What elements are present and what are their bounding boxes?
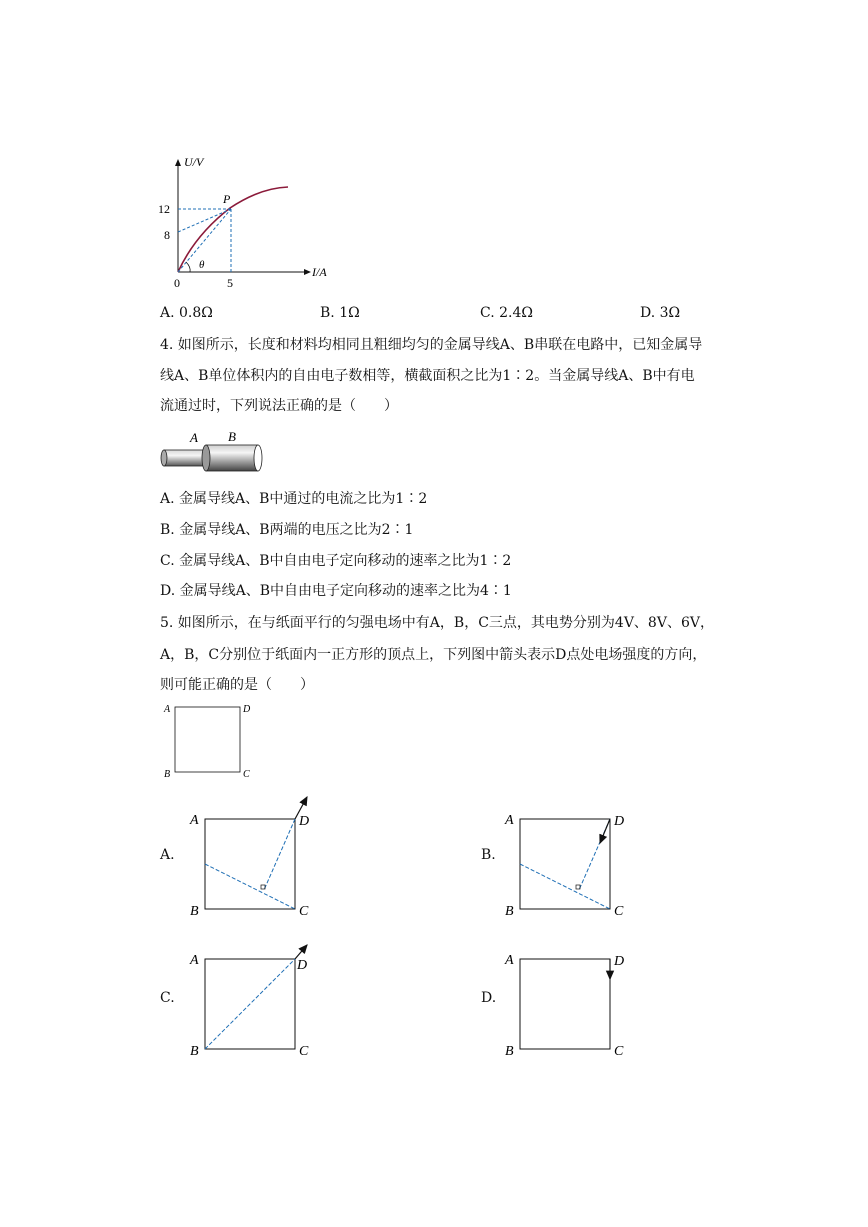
field-arrow	[295, 945, 307, 959]
q4-option-b[interactable]: B. 金属导线A、B两端的电压之比为2∶1	[160, 522, 414, 538]
q5-stem-line1: 5. 如图所示，在与纸面平行的匀强电场中有A，B，C三点，其电势分别为4V、8V、6V，	[160, 615, 714, 631]
q5-option-d-figure[interactable]	[500, 935, 640, 1060]
wire-b-left-end	[202, 445, 210, 471]
q4-option-d[interactable]: D. 金属导线A、B中自由电子定向移动的速率之比为4∶1	[160, 583, 512, 599]
wire-label-a: A	[190, 430, 198, 445]
square	[205, 819, 295, 909]
vertex-a: A	[505, 953, 514, 968]
q5-option-b-figure[interactable]	[500, 795, 640, 920]
vertex-a: A	[190, 813, 199, 828]
vertex-c: C	[299, 904, 309, 919]
q5-option-c-label[interactable]: C.	[160, 990, 175, 1006]
q5-option-c-figure[interactable]	[185, 935, 325, 1060]
ref-vertex-a: A	[164, 704, 171, 715]
vertex-c: C	[614, 904, 624, 919]
q5-option-a-figure[interactable]	[185, 795, 325, 920]
dashed-line-bc	[520, 864, 610, 909]
vertex-d: D	[297, 958, 308, 973]
u-i-graph	[150, 150, 350, 290]
square	[520, 819, 610, 909]
q5-stem-line2: A，B，C分别位于纸面内一正方形的顶点上，下列图中箭头表示D点处电场强度的方向，	[160, 647, 707, 663]
vertex-d: D	[614, 814, 625, 829]
ref-vertex-d: D	[243, 704, 251, 715]
ref-vertex-c: C	[243, 769, 250, 780]
x-axis-label: I/A	[312, 265, 327, 279]
wire-figure	[158, 428, 268, 478]
field-arrow	[600, 819, 610, 843]
angle-theta-label: θ	[199, 259, 205, 271]
point-p-label: P	[223, 192, 231, 206]
u-i-curve	[178, 187, 288, 272]
y-tick-8: 8	[164, 228, 170, 242]
vertex-d: D	[614, 954, 625, 969]
vertex-c: C	[299, 1044, 309, 1059]
tangent-line	[178, 209, 231, 232]
wire-a-end	[161, 450, 167, 466]
q4-stem-line1: 4. 如图所示，长度和材料均相同且粗细均匀的金属导线A、B串联在电路中，已知金属导	[160, 337, 703, 353]
wire-label-b: B	[228, 429, 236, 444]
x-tick-5: 5	[227, 276, 233, 290]
origin-label: 0	[174, 276, 180, 290]
perpendicular-dashed	[264, 819, 295, 890]
vertex-d: D	[299, 814, 310, 829]
ref-vertex-b: B	[164, 769, 171, 780]
y-axis-label: U/V	[184, 155, 204, 169]
q4-stem-line2: 线A、B单位体积内的自由电子数相等，横截面积之比为1∶2。当金属导线A、B中有电	[160, 368, 695, 384]
reference-square-figure	[158, 700, 258, 782]
angle-arc	[186, 262, 190, 272]
wire-b	[206, 445, 258, 471]
vertex-b: B	[505, 1044, 514, 1059]
reference-square	[175, 707, 240, 772]
vertex-a: A	[190, 953, 199, 968]
dashed-diagonal-bd	[205, 959, 295, 1049]
square	[520, 959, 610, 1049]
q4-option-a[interactable]: A. 金属导线A、B中通过的电流之比为1∶2	[160, 491, 428, 507]
vertex-b: B	[505, 904, 514, 919]
wire-b-right-end	[254, 445, 262, 471]
q3-option-a[interactable]: A. 0.8Ω	[160, 305, 213, 321]
q5-option-a-label[interactable]: A.	[160, 847, 175, 863]
dashed-line-bc	[205, 864, 295, 909]
vertex-a: A	[505, 813, 514, 828]
q4-stem-line3: 流通过时，下列说法正确的是（ ）	[160, 398, 398, 414]
q5-stem-line3: 则可能正确的是（ ）	[160, 677, 314, 693]
q5-option-b-label[interactable]: B.	[481, 847, 496, 863]
wire-a	[164, 450, 208, 466]
q5-option-d-label[interactable]: D.	[481, 990, 497, 1006]
q4-option-c[interactable]: C. 金属导线A、B中自由电子定向移动的速率之比为1∶2	[160, 553, 512, 569]
q3-option-b[interactable]: B. 1Ω	[320, 305, 360, 321]
y-tick-12: 12	[158, 202, 170, 216]
q3-option-c[interactable]: C. 2.4Ω	[480, 305, 533, 321]
q3-option-d[interactable]: D. 3Ω	[640, 305, 681, 321]
chord-line	[178, 209, 231, 272]
vertex-b: B	[190, 904, 199, 919]
vertex-c: C	[614, 1044, 624, 1059]
vertex-b: B	[190, 1044, 199, 1059]
